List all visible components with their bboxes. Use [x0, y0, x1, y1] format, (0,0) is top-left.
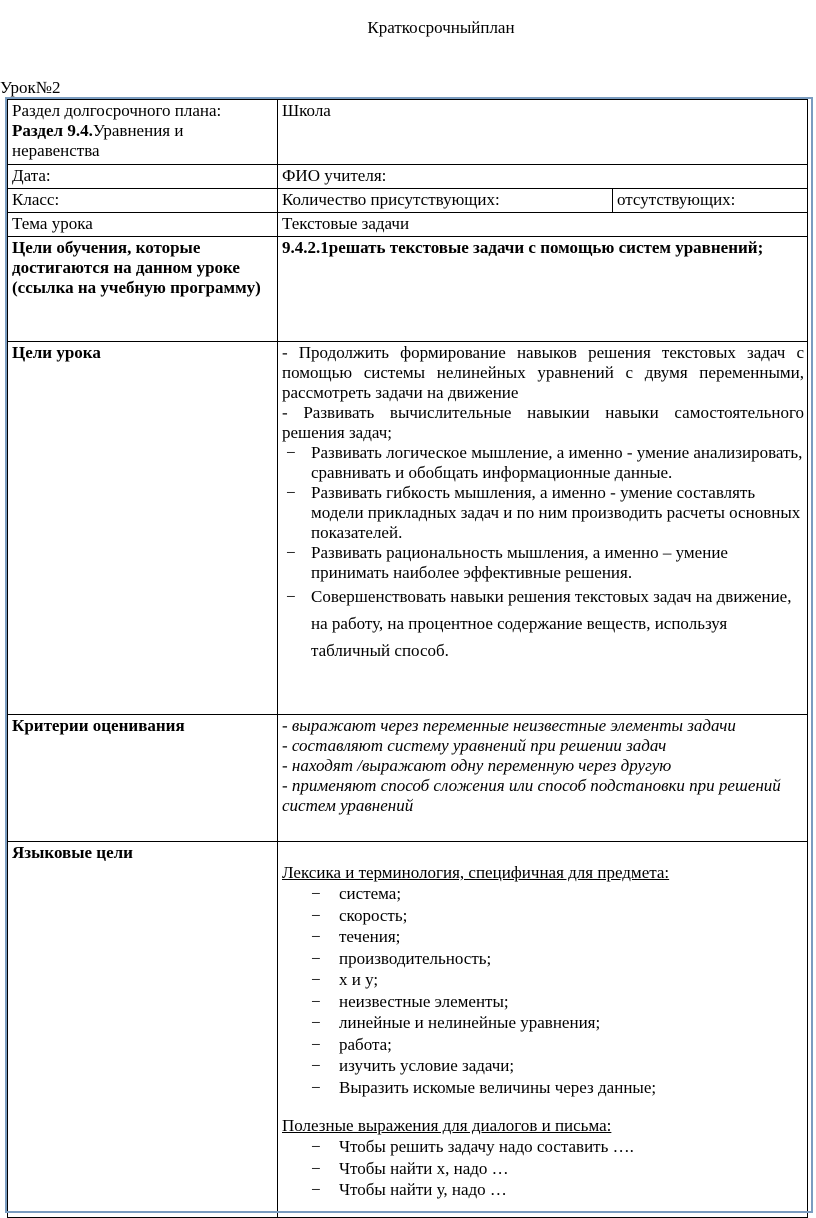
- absent-label: отсутствующих:: [613, 189, 808, 213]
- school-cell: Школа: [278, 100, 808, 165]
- list-item: − работа;: [282, 1034, 804, 1056]
- table-row: [8, 237, 808, 342]
- lesson-goals-label: Цели урока: [8, 342, 278, 715]
- table-row: [8, 715, 808, 842]
- list-item: − Совершенствовать навыки решения текстовых задач на движение, на работу, на процентное содержание веществ, используя табличный способ.: [282, 583, 804, 664]
- table-row: [8, 189, 808, 213]
- list-item: − х и у;: [282, 969, 804, 991]
- topic-value: Текстовые задачи: [278, 213, 808, 237]
- list-item: − Чтобы найти х, надо …: [282, 1158, 804, 1180]
- criteria-item: - применяют способ сложения или способ подстановки при решений систем уравнений: [282, 776, 781, 815]
- goals-paragraph: - Продолжить формирование навыков решения текстовых задач с помощью системы нелинейных уравнений с двумя переменными, рассмотреть задачи на движение: [282, 343, 805, 402]
- list-item: − система;: [282, 883, 804, 905]
- section-cell: [8, 100, 278, 165]
- lesson-number: Урок№2: [0, 78, 61, 97]
- date-label: Дата:: [8, 165, 278, 189]
- section-topic: Уравнения и неравенства: [12, 121, 184, 160]
- list-item: − Развивать логическое мышление, а именно - умение анализировать, сравнивать и обобщать информационные данные.: [282, 443, 804, 483]
- document-title: Краткосрочныйплан: [367, 18, 515, 37]
- list-item: − Чтобы решить задачу надо составить ….: [282, 1136, 804, 1158]
- section-number: Раздел 9.4.: [12, 121, 93, 140]
- lesson-goals-cell: [278, 342, 808, 715]
- list-item: − линейные и нелинейные уравнения;: [282, 1012, 804, 1034]
- learning-objectives-value: 9.4.2.1решать текстовые задачи с помощью систем уравнений;: [278, 237, 808, 342]
- list-item: − течения;: [282, 926, 804, 948]
- list-item: − скорость;: [282, 905, 804, 927]
- criteria-cell: [278, 715, 808, 842]
- table-row: [8, 342, 808, 715]
- list-item: − Развивать гибкость мышления, а именно - умение составлять модели прикладных задач и по ним производить расчеты основных показателей.: [282, 483, 804, 543]
- vocabulary-list: [282, 883, 804, 1098]
- list-item: − Чтобы найти у, надо …: [282, 1179, 804, 1201]
- topic-label: Тема урока: [8, 213, 278, 237]
- criteria-item: - составляют систему уравнений при решении задач: [282, 736, 667, 755]
- phrases-list: [282, 1136, 804, 1201]
- criteria-label: Критерии оценивания: [8, 715, 278, 842]
- table-row: [8, 842, 808, 1218]
- vocabulary-heading: Лексика и терминология, специфичная для предмета:: [282, 863, 670, 882]
- present-label: Количество присутствующих:: [278, 189, 613, 213]
- table-row: [8, 165, 808, 189]
- lesson-plan-table: [7, 99, 808, 1218]
- goals-paragraph: - Развивать вычислительные навыкии навыки самостоятельного решения задач;: [282, 403, 805, 442]
- goals-list: [282, 443, 804, 664]
- criteria-item: - выражают через переменные неизвестные элементы задачи: [282, 716, 736, 735]
- list-item: − производительность;: [282, 948, 804, 970]
- section-label: Раздел долгосрочного плана:: [12, 101, 222, 120]
- list-item: − изучить условие задачи;: [282, 1055, 804, 1077]
- table-row: [8, 213, 808, 237]
- class-label: Класс:: [8, 189, 278, 213]
- criteria-item: - находят /выражают одну переменную через другую: [282, 756, 672, 775]
- language-goals-label: Языковые цели: [8, 842, 278, 1218]
- list-item: − Выразить искомые величины через данные;: [282, 1077, 804, 1099]
- learning-objectives-label: Цели обучения, которые достигаются на данном уроке (ссылка на учебную программу): [8, 237, 278, 342]
- list-item: − Развивать рациональность мышления, а именно – умение принимать наиболее эффективные решения.: [282, 543, 804, 583]
- teacher-label: ФИО учителя:: [278, 165, 808, 189]
- list-item: − неизвестные элементы;: [282, 991, 804, 1013]
- phrases-heading: Полезные выражения для диалогов и письма:: [282, 1116, 612, 1135]
- table-row: [8, 100, 808, 165]
- language-goals-cell: [278, 842, 808, 1218]
